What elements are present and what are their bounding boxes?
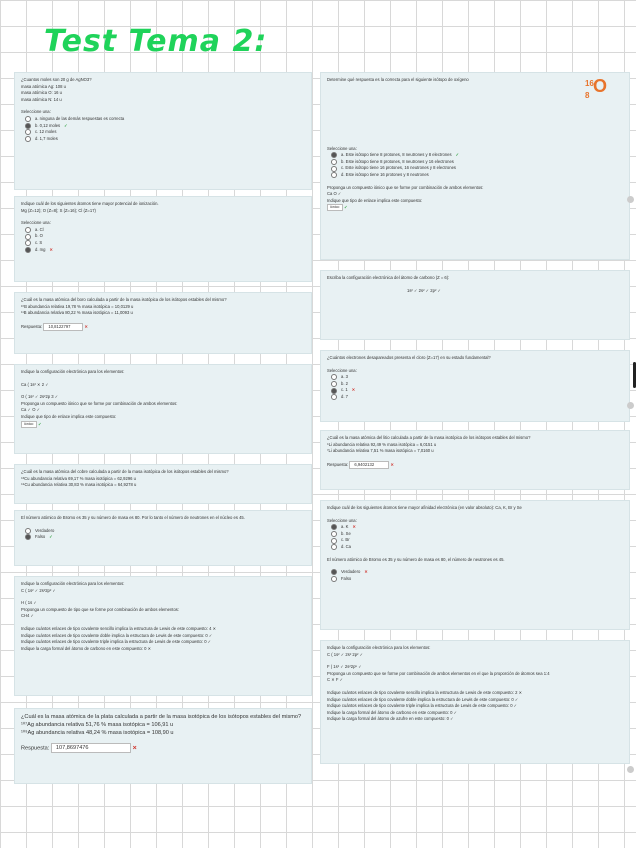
question-text: ¿Cuál es la masa atómica del boro calculada a partir de la masa isotópica de los isótopos estables del mismo? [21, 297, 227, 302]
info-line: masa atómica Ag: 108 u [21, 83, 66, 89]
question-card-bromo [14, 510, 312, 566]
answer-field[interactable]: 107,8697476 [51, 743, 131, 753]
question-text: ¿Cuál es la masa atómica de la plata calculada a partir de la masa isotópica de los isótopos estables del mismo? [21, 714, 302, 720]
option-b[interactable]: b. 2 [331, 381, 623, 388]
option-a[interactable]: a. Este isótopo tiene 8 protones, 8 neutrones y 8 electrones ✓ [331, 152, 623, 159]
radio-icon[interactable] [331, 394, 337, 400]
question-sub: Mg (Z=12); O (Z=8); S (Z=16); Cl (Z=17) [21, 207, 96, 213]
cross-icon: ✕ [351, 387, 356, 393]
question-card-oxygen-isotope [320, 72, 630, 260]
lewis-line[interactable]: Indique cuántos enlaces de tipo covalente triple implica la estructura de Lewis de este compuesto: 0 ✓ [327, 703, 518, 709]
answer-label: Respuesta: [21, 745, 50, 752]
check-icon: ✓ [455, 152, 460, 158]
isotope-line: ¹¹B abundancia relativa 80,22 % masa isotópica = 11,0093 u [21, 310, 133, 316]
radio-icon[interactable] [331, 172, 337, 178]
radio-icon[interactable] [331, 152, 337, 158]
radio-icon[interactable] [331, 381, 337, 387]
radio-icon[interactable] [25, 129, 31, 135]
cross-icon: ✕ [352, 524, 356, 530]
check-icon: ✓ [64, 122, 68, 128]
question-text: Indique la configuración electrónica para los elementos: [21, 369, 125, 374]
question-text: Escriba la configuración electrónica del átomo de carbono (Z = 6): [327, 275, 450, 280]
lewis-line[interactable]: Indique cuántos enlaces de tipo covalente doble implica la estructura de Lewis de este compuesto: 0 ✓ [327, 696, 519, 702]
lewis-line[interactable]: Indique cuántos enlaces de tipo covalente doble implica la estructura de Lewis de este compuesto: 0 ✓ [21, 632, 213, 638]
option-false[interactable]: Falso [331, 576, 623, 583]
lewis-line[interactable]: Indique cuántos enlaces de tipo covalente sencillo implica la estructura de Lewis de este compuesto: 4 ✕ [21, 625, 217, 631]
question-text: Determine qué respuesta es la correcta para el siguiente isótopo de oxígeno [327, 77, 469, 82]
radio-icon[interactable] [331, 159, 337, 165]
bond-question: Indique que tipo de enlace implica este compuesto: [21, 413, 117, 419]
option-c[interactable]: c. 12 moles [25, 129, 305, 136]
question-card-config-ca-o [14, 364, 312, 454]
select-prompt: Seleccione una: [327, 367, 357, 373]
scroll-button[interactable] [627, 196, 634, 203]
isotope-line: ⁶Li abundancia relativa 92,49 % masa isotópica = 6,0151 u [327, 441, 437, 447]
question-card-plata [14, 708, 312, 784]
option-d[interactable]: d. Este isótopo tiene 16 protones y 8 neutrones [331, 172, 623, 179]
isotope-line: ⁶³Cu abundancia relativa 69,17 % masa isotópica = 62,9296 u [21, 475, 136, 481]
compound-answer[interactable]: C ✕ F ✓ [327, 677, 344, 683]
option-a[interactable]: a. 3 [331, 374, 623, 381]
isotope-line: ¹⁰B abundancia relativa 19,78 % masa isotópica = 10,0129 u [21, 303, 134, 309]
radio-icon[interactable] [25, 234, 31, 240]
radio-icon[interactable] [25, 123, 31, 129]
isotope-line: ¹⁰⁹Ag abundancia relativa 48,24 % masa isotópica = 108,90 u [21, 730, 174, 736]
option-b[interactable]: b. Este isótopo tiene 8 protones, 8 neutrones y 16 electrones [331, 159, 623, 166]
option-b[interactable]: b. O [25, 233, 305, 240]
config-row[interactable]: C ( 1s² ✓ 2s²2p² ✓ [21, 587, 56, 593]
option-d[interactable]: d. 7 [331, 394, 623, 401]
option-d[interactable]: d. mg ✕ [25, 247, 305, 254]
option-b[interactable]: b. Se [331, 531, 623, 538]
check-icon: ✓ [344, 204, 348, 210]
option-false[interactable]: Falso ✓ [25, 534, 305, 541]
option-a[interactable]: a. K ✕ [331, 524, 623, 531]
select-prompt: Seleccione una: [327, 145, 357, 151]
config-row[interactable]: F ( 1s² ✓ 2s²2p⁵ ✓ [327, 664, 362, 670]
radio-icon[interactable] [331, 524, 337, 530]
question-text: ¿Cuál es la masa atómica del cobre calculada a partir de la masa isotópica de los isótopos estables del mismo? [21, 469, 229, 474]
select-prompt: Seleccione una: [21, 220, 51, 226]
check-icon: ✓ [49, 534, 53, 540]
tf-question: El número atómico de Bromo es 35 y su número de masa es 80, el número de neutrones es 45. [327, 556, 505, 562]
config-row[interactable]: O ( 1s² ✓ 2s²2p 3 ✓ [21, 394, 59, 400]
question-card-config-c-h [14, 576, 312, 696]
radio-icon[interactable] [25, 534, 31, 540]
config-row[interactable]: 1s² ✓ 2s² ✓ 2p² ✓ [407, 287, 442, 293]
question-card-ionization [14, 196, 312, 282]
bond-question: Indique que tipo de enlace implica este compuesto: [327, 197, 423, 203]
option-true[interactable]: Verdadero [25, 528, 305, 535]
radio-icon[interactable] [331, 388, 337, 394]
lewis-line[interactable]: Indique cuántos enlaces de tipo covalente sencillo implica la estructura de Lewis de este compuesto: 2 ✕ [327, 689, 523, 695]
compound-question: Proponga un compuesto de tipo que se forme por combinación de ambos elementos: [21, 606, 180, 612]
option-c[interactable]: c. S [25, 240, 305, 247]
radio-icon[interactable] [331, 531, 337, 537]
lewis-line[interactable]: Indique cuántos enlaces de tipo covalente triple implica la estructura de Lewis de este compuesto: 0 ✓ [21, 639, 212, 645]
cross-icon: ✕ [84, 323, 89, 329]
option-b[interactable]: b. 0,12 moles ✓ [25, 123, 305, 130]
question-card-affinity [320, 500, 630, 630]
scroll-button[interactable] [627, 402, 634, 409]
compound-question: Proponga un compuesto iónico que se forme por combinación de ambos elementos: [327, 184, 484, 190]
question-text: Indique la configuración electrónica para los elementos: [21, 581, 125, 586]
bond-select[interactable]: iónico [327, 204, 343, 211]
question-card-carbon-config [320, 270, 630, 340]
isotope-line: ¹⁰⁷Ag abundancia relativa 51,76 % masa isotópica = 106,91 u [21, 722, 174, 728]
lewis-line[interactable]: Indique la carga formal del átomo de carbono en este compuesto: 0 ✓ [327, 709, 458, 715]
cross-icon: ✕ [132, 745, 138, 752]
option-c[interactable]: c. Este isótopo tiene 16 protones, 16 neutrones y 8 electrones [331, 165, 623, 172]
question-text: Indique la configuración electrónica para los elementos: [327, 645, 431, 650]
check-icon: ✓ [38, 421, 42, 427]
config-row[interactable]: Ca ( 1s² ✕ 2 ✓ [21, 381, 49, 387]
scroll-button[interactable] [627, 766, 634, 773]
config-row[interactable]: C ( 1s² ✓ 2s² 2p² ✓ [327, 651, 364, 657]
question-card-cobre [14, 464, 312, 504]
select-prompt: Seleccione una: [327, 517, 357, 523]
radio-icon[interactable] [331, 374, 337, 380]
answer-label: Respuesta: [21, 323, 43, 329]
option-d[interactable]: d. 1,7 moles [25, 136, 305, 143]
answer-label: Respuesta: [327, 461, 349, 467]
compound-question: Proponga un compuesto que se forme por combinación de ambos elementos en el que la proporción de átomos sea 1:4 [327, 670, 550, 676]
radio-icon[interactable] [331, 544, 337, 550]
question-text: ¿Cuál es la masa atómica del litio calculada a partir de la masa isotópica de los isótopos estables del mismo? [327, 435, 531, 440]
cross-icon: ✕ [390, 461, 395, 467]
isotope-line: ⁶⁵Cu abundancia relativa 30,83 % masa isotópica = 64,9278 u [21, 482, 137, 488]
question-card-boro [14, 292, 312, 354]
config-row[interactable]: H ( 1s ✓ [21, 600, 37, 606]
question-text: ¿Cuantos moles son 20 g de AgNO3? [21, 77, 92, 82]
isotope-line: ⁷Li abundancia relativa 7,51 % masa isotópica = 7,0160 u [327, 448, 434, 454]
question-card-moles [14, 72, 312, 190]
question-text: Indique cuál de los siguientes átomos tiene mayor afinidad electrónica (en valor absoluto): Ca, K, Br y Se [327, 505, 522, 510]
bond-select[interactable]: iónico [21, 421, 37, 428]
radio-icon[interactable] [331, 538, 337, 544]
question-text: Indique cuál de los siguientes átomos tiene mayor potencial de ionización. [21, 201, 159, 206]
option-c[interactable]: c. Br [331, 537, 623, 544]
radio-icon[interactable] [25, 240, 31, 246]
radio-icon[interactable] [331, 569, 337, 575]
answer-field[interactable]: 10,8122797 [43, 323, 83, 331]
compound-answer[interactable]: CH4 ✓ [21, 613, 35, 619]
question-card-litio [320, 430, 630, 490]
select-prompt: Seleccione una: [21, 109, 51, 115]
cross-icon: ✕ [364, 569, 368, 575]
lewis-line[interactable]: Indique la carga formal del átomo de carbono en este compuesto: 0 ✕ [21, 645, 152, 651]
radio-icon[interactable] [25, 528, 31, 534]
question-card-chlorine [320, 350, 630, 422]
lewis-line[interactable]: Indique la carga formal del átomo de azufre en este compuesto: 0 ✓ [327, 716, 454, 722]
option-a[interactable]: a. Cl [25, 227, 305, 234]
radio-icon[interactable] [331, 576, 337, 582]
option-a[interactable]: a. ninguna de las demás respuestas es correcta [25, 116, 305, 123]
page-title: Test Tema 2: [44, 24, 268, 59]
question-card-config-c-f [320, 640, 630, 764]
option-true[interactable]: Verdadero ✕ [331, 569, 623, 576]
question-text: El número atómico de Bromo es 35 y su número de masa es 80. Por lo tanto el número de neutrones en el núcleo es 45. [21, 515, 245, 520]
radio-icon[interactable] [25, 136, 31, 142]
info-line: masa atómica N: 14 u [21, 96, 62, 102]
isotope-symbol: 16 8 O [584, 76, 607, 100]
info-line: masa atómica O: 16 u [21, 90, 62, 96]
radio-icon[interactable] [25, 227, 31, 233]
option-d[interactable]: d. Ca [331, 544, 623, 551]
answer-field[interactable]: 6,9402132 [349, 461, 389, 469]
question-text: ¿Cuántos electrones desapareados presenta el cloro (Z=17) en su estado fundamental? [327, 355, 491, 360]
option-c[interactable]: c. 1 ✕ [331, 387, 623, 394]
radio-icon[interactable] [331, 166, 337, 172]
radio-icon[interactable] [25, 247, 31, 253]
compound-answer[interactable]: Ca O ✓ [327, 191, 342, 197]
cross-icon: ✕ [49, 246, 53, 252]
radio-icon[interactable] [25, 116, 31, 122]
compound-question: Proponga un compuesto iónico que se forme por combinación de ambos elementos: [21, 400, 178, 406]
compound-answer[interactable]: Ca ✓ O ✓ [21, 407, 41, 413]
